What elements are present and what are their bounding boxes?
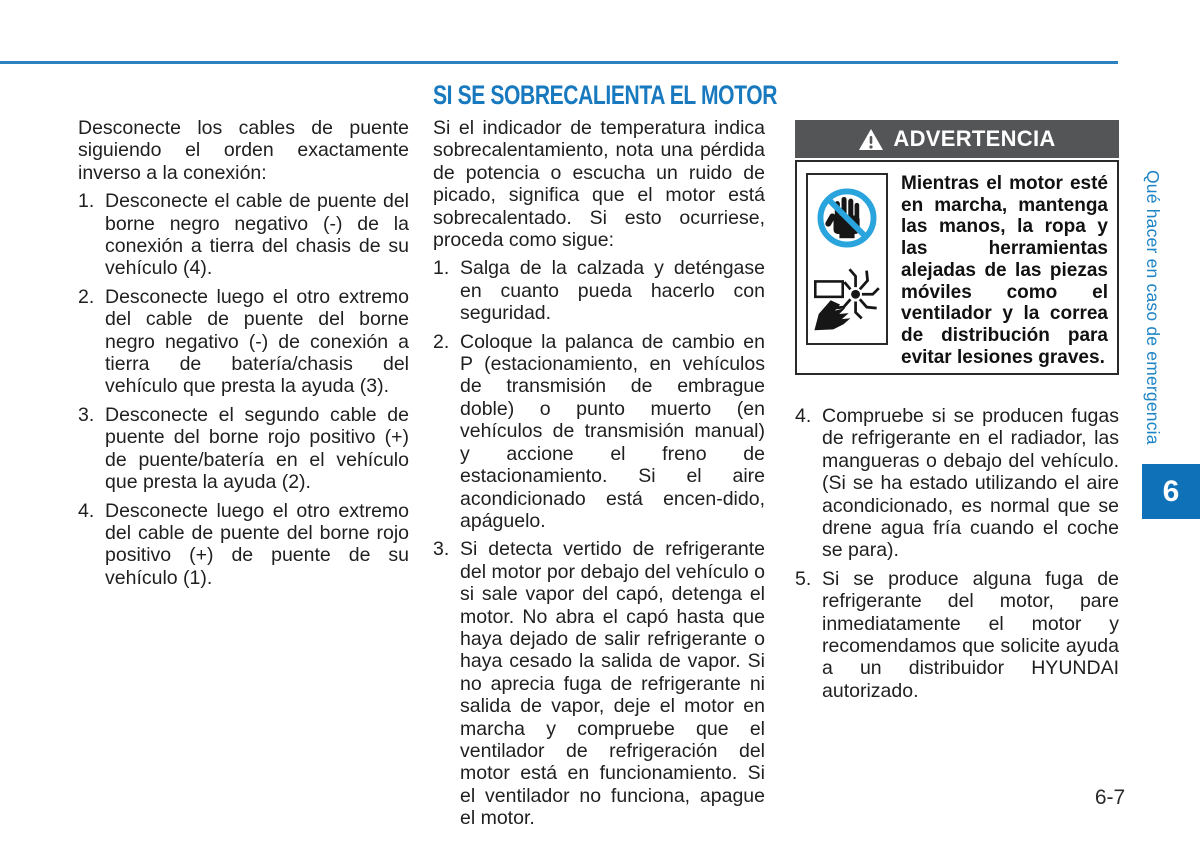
warning-text: Mientras el motor esté en marcha, mantenga las manos, la ropa y las herramientas alejadas de las piezas móviles como el ventilador y la correa de distribución para evitar lesiones graves. — [901, 173, 1108, 368]
list-item-number: 3. — [78, 403, 95, 426]
list-item-number: 4. — [78, 499, 95, 522]
overheat-column — [433, 117, 765, 836]
list-item-text: Desconecte luego el otro extremo del cable de puente del borne negro negativo (-) de conexión a tierra de batería/chasis del vehículo que presta la ayuda (3). — [105, 285, 409, 398]
list-item — [78, 404, 409, 494]
list-item-text: Coloque la palanca de cambio en P (estacionamiento, en vehículos de transmisión de embrague doble) o punto muerto (en vehículos de transmisión manual) y accione el freno de estacionamiento. Si el aire acondicionado está encen-dido, apáguelo. — [460, 330, 765, 532]
list-item — [78, 286, 409, 398]
list-item-text: Si detecta vertido de refrigerante del motor por debajo del vehículo o si sale vapor del capó, detenga el motor. No abra el capó hasta que haya dejado de salir refrigerante o haya cesado la salida de vapor. Si no aprecia fuga de refrigerante ni salida de vapor, deje el motor en marcha y compruebe que el ventilador de refrigeración del motor está en funcionamiento. Si el ventilador no funciona, apague el motor. — [460, 538, 765, 830]
header-rule — [0, 61, 1118, 64]
warning-header-label: ADVERTENCIA — [893, 125, 1056, 151]
list-item-text: Desconecte luego el otro extremo del cable de puente del borne rojo positivo (+) de puente de su vehículo (1). — [105, 499, 409, 589]
warning-header — [795, 120, 1119, 158]
sidebar-chapter-label: Qué hacer en caso de emergencia — [1143, 170, 1163, 445]
list-item-text: Desconecte el segundo cable de puente del borne rojo positivo (+) de puente/batería en el vehículo que presta la ayuda (2). — [105, 403, 409, 494]
list-item — [795, 568, 1119, 702]
list-item-number: 2. — [433, 330, 450, 353]
list-item-number: 4. — [795, 405, 812, 427]
list-item — [795, 405, 1119, 562]
list-item-number: 1. — [78, 190, 95, 213]
warning-pictogram-panel — [806, 173, 888, 345]
list-item — [433, 331, 765, 533]
no-touch-hand-icon — [815, 186, 879, 250]
jumper-disconnect-column — [78, 117, 409, 595]
chapter-tab: 6 — [1142, 464, 1200, 519]
intro-paragraph: Desconecte los cables de puente siguiendo el orden exactamente inverso a la conexión: — [78, 117, 409, 184]
list-item-number: 1. — [433, 257, 450, 280]
list-item-text: Si se produce alguna fuga de refrigerante del motor, pare inmediatamente el motor y recomendamos que solicite ayuda a un distribuidor HYUNDAI autorizado. — [822, 567, 1119, 702]
list-item-text: Compruebe si se producen fugas de refrigerante en el radiador, las mangueras o debajo del vehículo. (Si se ha estado utilizando el aire acondicionado, es normal que se drene agua fría cuando el coche se para). — [822, 405, 1119, 562]
list-item-number: 3. — [433, 538, 450, 561]
list-item — [78, 500, 409, 590]
list-item — [78, 190, 409, 280]
intro-paragraph: Si el indicador de temperatura indica sobrecalentamiento, nota una pérdida de potencia o escucha un ruido de picado, significa que el motor está sobrecalentado. Si esto ocurriese, proceda como sigue: — [433, 117, 765, 252]
right-column — [795, 120, 1119, 708]
page-number: 6-7 — [1094, 786, 1126, 809]
list-item — [433, 538, 765, 829]
warning-body — [795, 160, 1119, 375]
list-item — [433, 257, 765, 324]
list-item-text: Salga de la calzada y deténgase en cuanto pueda hacerlo con seguridad. — [460, 257, 765, 325]
page-title: SI SE SOBRECALIENTA EL MOTOR — [433, 80, 778, 110]
list-item-text: Desconecte el cable de puente del borne negro negativo (-) de la conexión a tierra del chasis de su vehículo (4). — [105, 190, 409, 280]
moving-parts-hazard-icon — [811, 260, 883, 332]
list-item-number: 2. — [78, 285, 95, 308]
warning-box — [795, 120, 1119, 375]
list-item-number: 5. — [795, 567, 812, 590]
warning-triangle-icon — [858, 128, 884, 151]
